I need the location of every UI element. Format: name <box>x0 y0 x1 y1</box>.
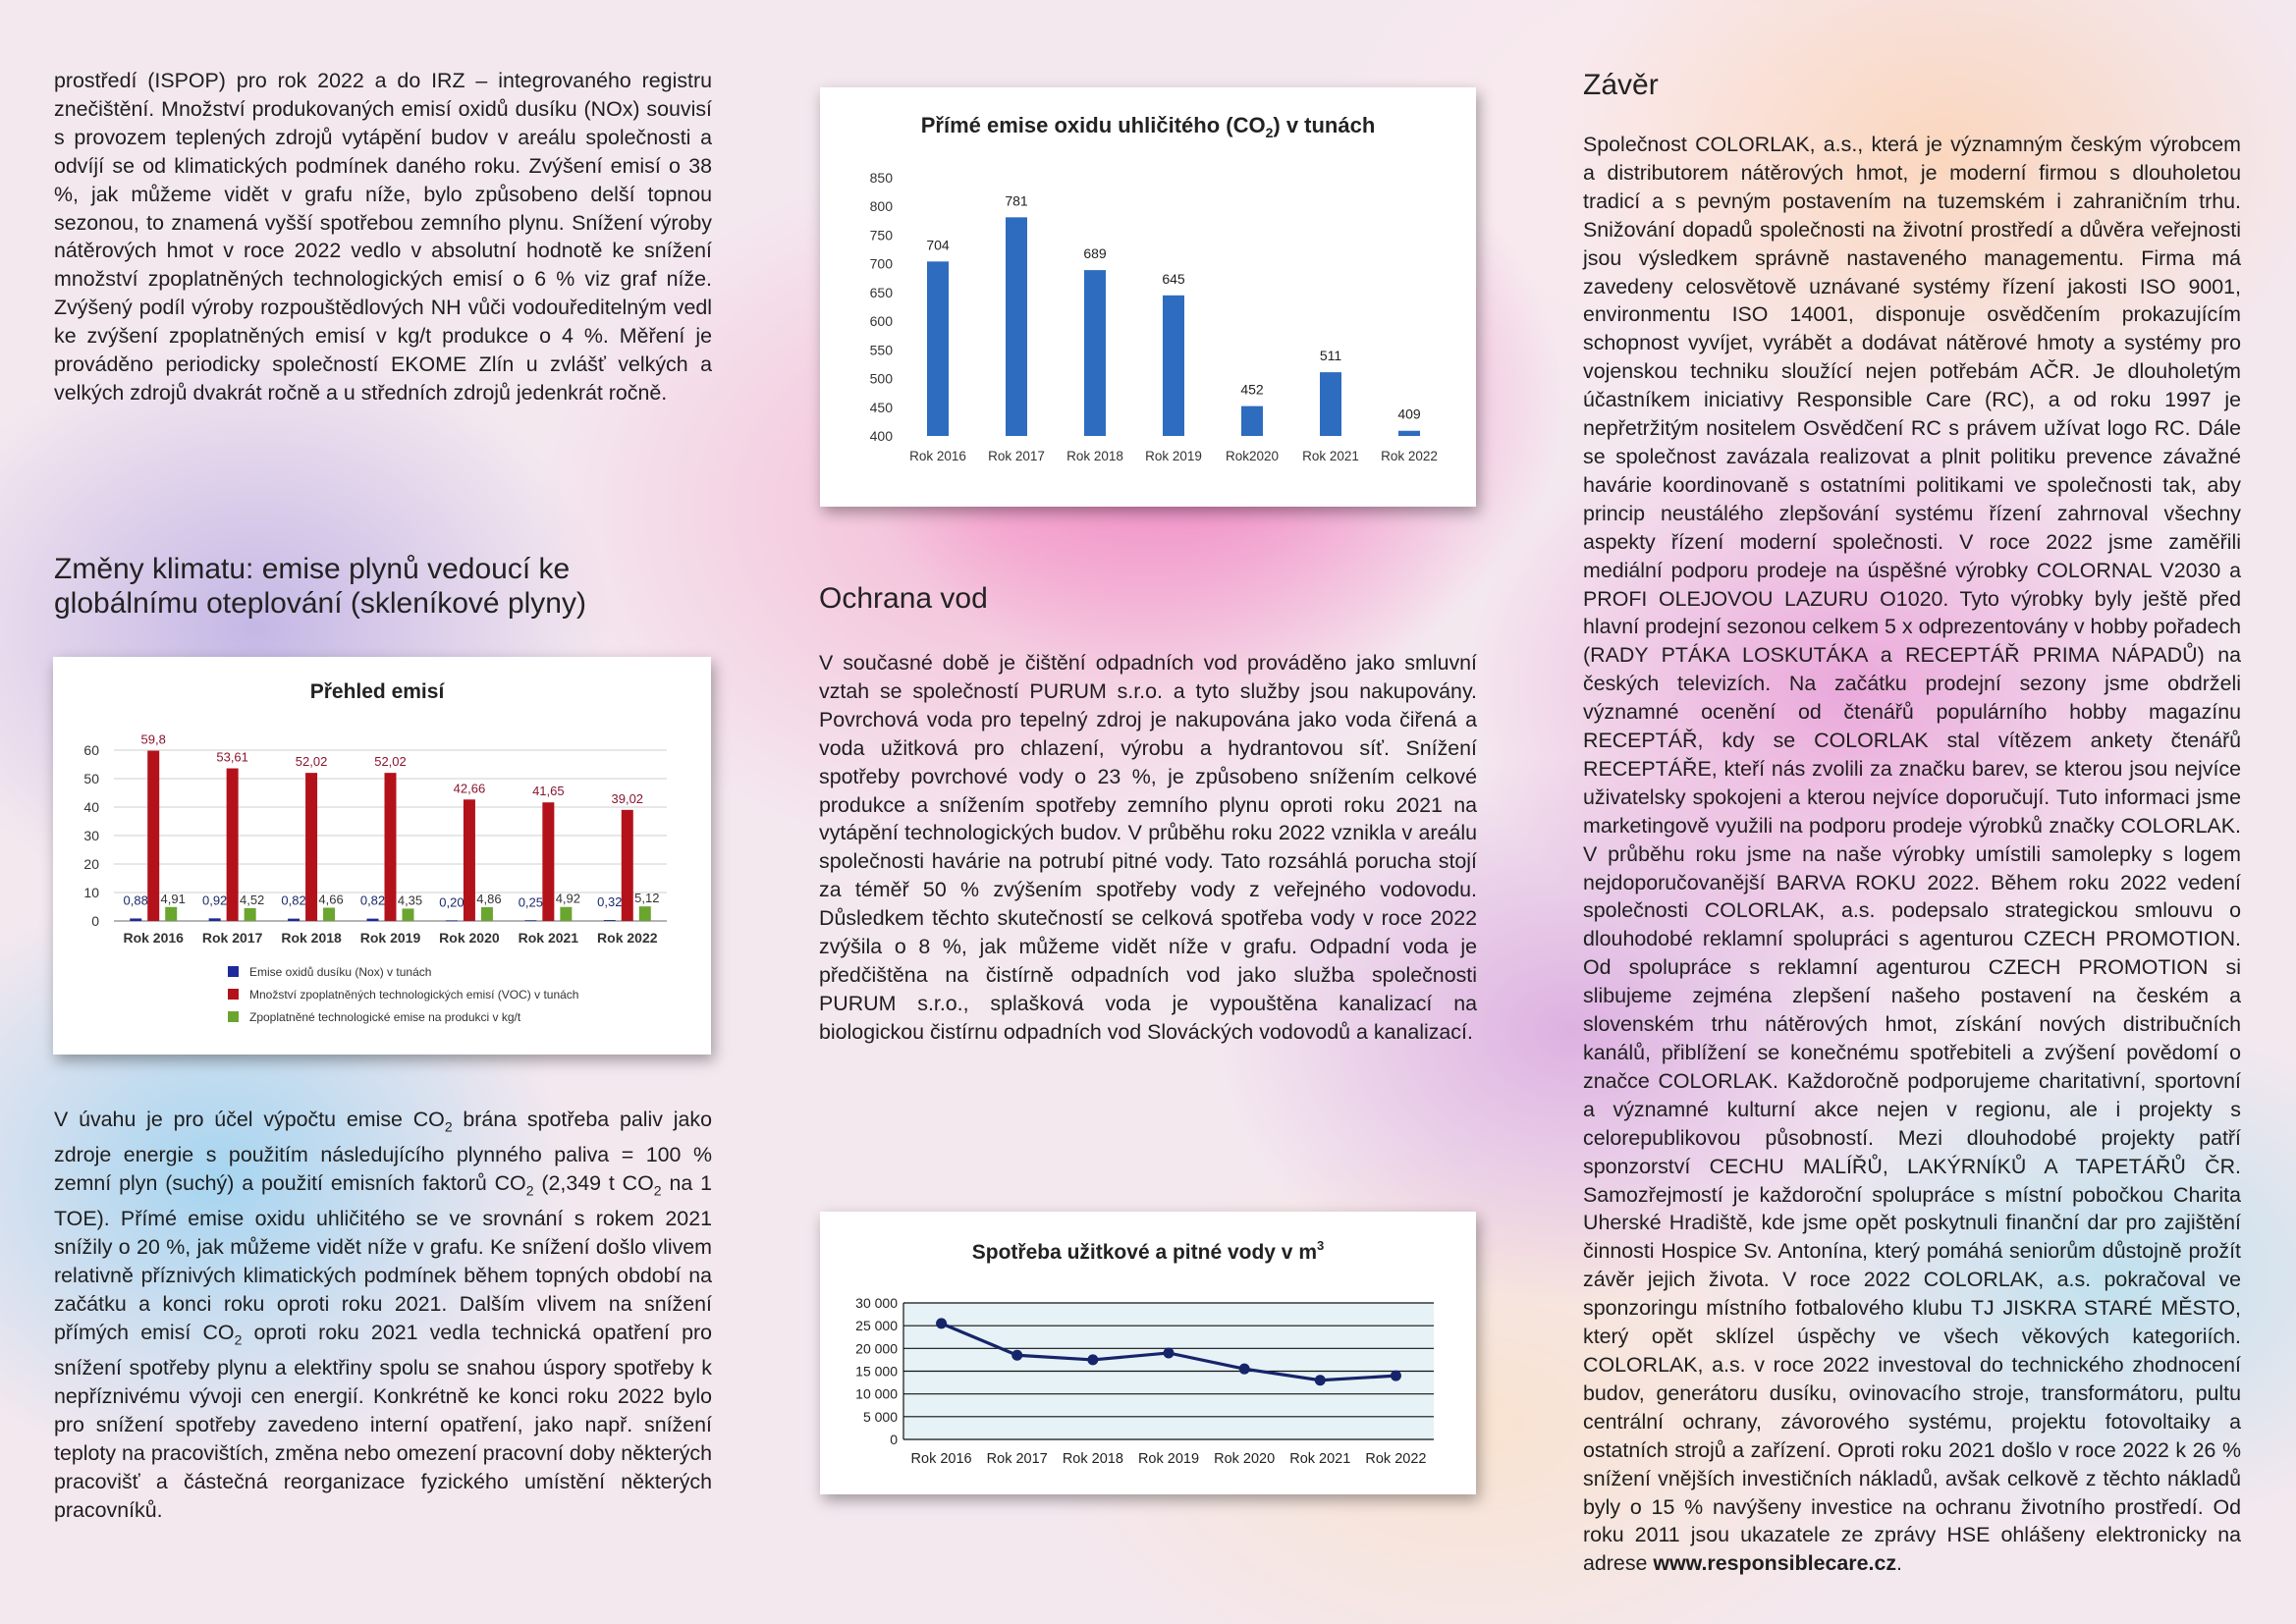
water-text: V současné době je čištění odpadních vod prováděno jako smluvní vztah se společností PURUM s.r.o. a tyto služby jsou nakupovány. Povrchová voda pro tepelný zdroj je nakupována jako voda čiřená a voda užitková pro chlazení, výrobu a hydrantovou síť. Snížení spotřeby povrchové vody o 23 %, je způsobeno snížením celkové produkce a snížením spotřeby zemního plynu oproti roku 2021 na vytápění technologických budov. V průběhu roku 2022 vznikla v areálu společnosti havárie na potrubí pitné vody. Tato rozsáhlá porucha stojí za téměř 50 % zvýšením spotřeby vody z veřejného vodovodu. Důsledkem těchto skutečností se celková spotřeba vody v roce 2022 zvýšila o 8 %, jak můžeme vidět níže v grafu. Odpadní voda je předčištěna na čistírně odpadních vod jako služba společnosti PURUM s.r.o., splašková voda je vypouštěna kanalizací na biologickou čistírnu odpadních vod Slováckých vodovodů a kanalizací. <box>819 651 1477 1044</box>
y-tick-label: 450 <box>869 399 893 415</box>
x-tick-label: Rok 2016 <box>910 1451 972 1467</box>
legend-swatch <box>228 1011 239 1022</box>
bar <box>209 918 221 921</box>
bar <box>446 920 458 921</box>
chart-title: Přehled emisí <box>309 680 445 703</box>
data-label: 0,82 <box>281 893 306 908</box>
bar <box>1006 217 1027 436</box>
legend-label: Emise oxidů dusíku (Nox) v tunách <box>249 965 432 979</box>
left-para-2: V úvahu je pro účel výpočtu emise $CO_2$ brána spotřeba paliv jako zdroje energie s použitím následujícího plynného paliva = 100 % zemní plyn (suchý) a použití emisních faktorů $CO_2$ (2,349 t $CO_2$ na 1 TOE). Přímé emise oxidu uhličitého se ve srovnání s rokem 2021 snížily o 20 %, jak můžeme vidět níže v grafu. Ke snížení došlo vlivem relativně příznivých klimatických podmínek během topných období na začátku a konci roku oproti roku 2021. Dalším vlivem na snížení přímých emisí $CO_2$ oproti roku 2021 vedla technická opatření pro snížení spotřeby plynu a elektřiny spolu se snahou úspory spotřeby k nepříznivému vývoji cen energií. Konkrétně ke konci roku 2022 bylo pro snížení spotřeby zavedeno interní opatření, jako např. snížení teploty na pracovištích, změna nebo omezení pracovní doby některých pracovišť a částečná reorganizace fyzického umístění některých pracovníků. <box>54 1108 713 1522</box>
x-tick-label: Rok 2017 <box>986 1451 1048 1467</box>
bar <box>305 773 317 921</box>
x-tick-label: Rok 2016 <box>123 930 184 946</box>
data-label: 42,66 <box>453 781 486 796</box>
x-tick-label: Rok 2016 <box>909 449 966 463</box>
bar <box>385 773 397 921</box>
x-tick-label: Rok 2017 <box>201 930 263 946</box>
data-label: 4,35 <box>397 893 423 908</box>
x-tick-label: Rok 2020 <box>1214 1451 1276 1467</box>
y-tick-label: 20 <box>83 856 99 872</box>
x-tick-label: Rok 2021 <box>1289 1451 1351 1467</box>
data-label: 781 <box>1005 192 1028 209</box>
data-point <box>1087 1354 1098 1365</box>
data-label: 0,82 <box>359 893 386 908</box>
y-tick-label: 400 <box>869 428 893 444</box>
data-label: 409 <box>1397 406 1421 422</box>
chart-title: Spotřeba užitkové a pitné vody v $m^3$ <box>971 1238 1325 1264</box>
data-point <box>936 1318 947 1328</box>
data-label: 53,61 <box>216 749 248 765</box>
data-label: 4,52 <box>239 892 265 907</box>
bar <box>245 908 256 921</box>
bar <box>464 799 475 921</box>
data-point <box>1239 1364 1250 1375</box>
y-tick-label: 40 <box>83 799 99 815</box>
bar <box>288 919 300 921</box>
legend-swatch <box>228 966 239 977</box>
data-point <box>1164 1347 1175 1358</box>
y-tick-label: 800 <box>869 198 893 215</box>
data-label: 0,92 <box>201 893 228 908</box>
chart-title: Přímé emise oxidu uhličitého $(CO_2)$ v tunách <box>920 113 1376 140</box>
y-tick-label: 750 <box>869 227 893 244</box>
bar <box>1241 406 1263 436</box>
data-label: 5,12 <box>634 891 660 906</box>
climate-heading: Změny klimatu: emise plynů vedoucí ke globálnímu oteplování (skleníkové plyny) <box>54 553 586 620</box>
data-label: 0,32 <box>597 894 623 910</box>
x-tick-label: Rok2020 <box>1225 449 1280 463</box>
bar <box>927 261 949 436</box>
y-tick-label: 650 <box>869 284 893 300</box>
x-tick-label: Rok 2019 <box>359 930 421 946</box>
y-tick-label: 600 <box>869 313 893 330</box>
data-label: 39,02 <box>611 790 644 806</box>
responsiblecare-link[interactable]: www.responsiblecare.cz <box>1653 1551 1897 1576</box>
data-point <box>1011 1350 1022 1361</box>
data-label: 59,8 <box>140 731 166 747</box>
water-heading: Ochrana vod <box>819 582 988 615</box>
y-tick-label: 850 <box>869 170 893 186</box>
bar <box>481 907 493 921</box>
legend-swatch <box>228 989 239 1000</box>
data-label: 0,88 <box>123 893 148 908</box>
y-tick-label: 0 <box>890 1432 898 1447</box>
bar <box>1084 270 1106 436</box>
emissions-overview-chart <box>53 657 711 1055</box>
water-consumption-chart <box>820 1212 1476 1494</box>
x-tick-label: Rok 2018 <box>1062 1451 1123 1467</box>
bar <box>542 802 554 921</box>
x-tick-label: Rok 2021 <box>518 930 579 946</box>
data-label: 704 <box>926 237 950 253</box>
data-label: 645 <box>1162 270 1185 287</box>
data-label: 4,86 <box>476 891 502 906</box>
legend-label: Množství zpoplatněných technologických emisí (VOC) v tunách <box>249 988 579 1001</box>
x-tick-label: Rok 2022 <box>597 930 658 946</box>
bar <box>323 907 335 921</box>
y-tick-label: 500 <box>869 370 893 387</box>
y-tick-label: 30 000 <box>855 1295 898 1311</box>
y-tick-label: 0 <box>91 913 99 929</box>
data-label: 41,65 <box>532 784 565 799</box>
bar <box>524 920 536 921</box>
bar <box>639 906 651 921</box>
y-tick-label: 10 <box>83 885 99 900</box>
y-tick-label: 30 <box>83 828 99 843</box>
bar <box>367 919 379 921</box>
bar <box>1163 296 1184 436</box>
data-label: 4,92 <box>555 891 581 906</box>
bar <box>622 810 633 921</box>
bar <box>1320 372 1341 436</box>
legend-label: Zpoplatněné technologické emise na produkci v kg/t <box>249 1010 521 1024</box>
x-tick-label: Rok 2021 <box>1302 449 1359 463</box>
co2-emissions-chart <box>820 87 1476 507</box>
bar <box>147 751 159 921</box>
x-tick-label: Rok 2020 <box>439 930 500 946</box>
bar <box>403 908 414 921</box>
data-point <box>1391 1371 1401 1381</box>
x-tick-label: Rok 2019 <box>1145 449 1202 463</box>
data-label: 689 <box>1083 245 1107 262</box>
data-label: 4,66 <box>318 892 344 907</box>
x-tick-label: Rok 2018 <box>1066 449 1123 463</box>
data-label: 0,25 <box>518 894 544 910</box>
data-label: 4,91 <box>160 891 186 906</box>
x-tick-label: Rok 2022 <box>1365 1451 1427 1467</box>
y-tick-label: 550 <box>869 342 893 358</box>
bar <box>227 769 239 921</box>
data-label: 52,02 <box>374 754 407 770</box>
y-tick-label: 700 <box>869 255 893 272</box>
y-tick-label: 10 000 <box>855 1385 898 1402</box>
y-tick-label: 20 000 <box>855 1340 898 1357</box>
x-tick-label: Rok 2022 <box>1381 449 1438 463</box>
y-tick-label: 15 000 <box>855 1363 898 1380</box>
conclusion-heading: Závěr <box>1583 69 1659 101</box>
data-label: 52,02 <box>295 754 328 770</box>
x-tick-label: Rok 2017 <box>988 449 1045 463</box>
y-tick-label: 5 000 <box>862 1408 898 1425</box>
x-tick-label: Rok 2019 <box>1137 1451 1200 1467</box>
data-label: 511 <box>1319 348 1342 364</box>
data-label: 452 <box>1240 381 1264 398</box>
left-intro-text: prostředí (ISPOP) pro rok 2022 a do IRZ – integrovaného registru znečištění. Množství produkovaných emisí oxidů dusíku (NOx) souvisí s provozem teplených zdrojů vytápění budov v areálu společnosti a odvíjí se od klimatických podmínek daného roku. Zvýšení emisí o 38 %, jak můžeme vidět v grafu níže, bylo způsobeno delší topnou sezonou, to znamená vyšší spotřebou zemního plynu. Snížení výroby nátěrových hmot v roce 2022 vedlo v absolutní hodnotě ke snížení množství zpoplatněných technologických emisí o 6 % viz graf níže. Zvýšený podíl výroby rozpouštědlových NH vůči vodouředitelným vedl ke zvýšení zpoplatněných emisí v kg/t produkce o 4 %. Měření je prováděno periodicky společností EKOME Zlín u zvlášť velkých a velkých zdrojů dvakrát ročně a u středních zdrojů jedenkrát ročně. <box>54 69 712 405</box>
data-label: 0,20 <box>439 894 465 910</box>
bar <box>604 920 616 921</box>
x-tick-label: Rok 2018 <box>281 930 342 946</box>
bar <box>560 907 572 921</box>
bar <box>165 907 177 921</box>
y-tick-label: 25 000 <box>855 1318 898 1334</box>
y-tick-label: 60 <box>83 742 99 758</box>
y-tick-label: 50 <box>83 771 99 786</box>
conclusion-text: Společnost COLORLAK, a.s., která je významným českým výrobcem a distributorem nátěrových hmot, je moderní firmou s dlouholetou tradicí a s pevným postavením na tuzemském i zahraničním trhu. Snižování dopadů společnosti na životní prostředí a důvěra veřejnosti jsou výsledkem správně nastaveného managementu. Firma má zavedeny celosvětově uznávané systémy řízení jakosti ISO 9001, environmentu ISO 14001, disponuje osvědčením prokazujícím schopnost vyvíjet, vyrábět a dodávat nátěrové hmoty a systémy pro vojenskou techniku sloužící nejen potřebám AČR. Je dlouholetým účastníkem iniciativy Responsible Care (RC), a od roku 1997 je nepřetržitým nositelem Osvědčení RC s právem užívat logo RC. Dále se společnost zavázala realizovat a plnit politiku prevence závažné havárie koordinovaně s ostatními politikami ve společnosti tak, aby princip neustálého zlepšování systému řízení zahrnoval všechny aspekty řízení moderní společnosti. V roce 2022 jsme zaměřili mediální podporu prodeje na úspěšné výrobky COLORNAL V2030 a PROFI OLEJOVOU LAZURU O1020. Tyto výrobky byly ještě před hlavní prodejní sezonou celkem 5 x odprezentovány v hobby pořadech (RADY PTÁKA LOSKUTÁKA a RECEPTÁŘ PRIMA NÁPADŮ) na českých televizích. Na začátku prodejní sezony jsme obdrželi významné ocenění od čtenářů populárního hobby magazínu RECEPTÁŘ, kdy se COLORLAK stal vítězem ankety čtenářů RECEPTÁŘE, kteří nás zvolili za značku barev, se kterou jsou nejvíce uživatelsky spokojeni a kterou nejvíce doporučují. Tuto informaci jsme marketingově využili na podporu prodeje výrobků značky COLORLAK. V průběhu roku jsme na naše výrobky umístili samolepky s logem nejdoporučovanější BARVA ROKU 2022. Během roku 2022 vedení společnosti COLORLAK, a.s. podepsalo strategickou smlouvu o dlouhodobé reklamní spolupráci s agenturou CZECH PROMOTION. Od spolupráce s reklamní agenturou CZECH PROMOTION si slibujeme zejména zlepšení našeho postavení na českém a slovenském trhu nátěrových hmot, získání nových distribučních kanálů, přiblížení se konečnému spotřebiteli a zvýšení povědomí o značce COLORLAK. Každoročně podporujeme charitativní, sportovní a významné kulturní akce nejen v regionu, ale i projekty s celorepublikovou působností. Mezi dlouhodobé projekty patří sponzorství CECHU MALÍŘŮ, LAKÝRNÍKŮ A TAPETÁŘŮ ČR. Samozřejmostí je každoroční spolupráce s místní pobočkou Charita Uherské Hradiště, kde jsme opět poskytnuli finanční dar pro zajištění činnosti Hospice Sv. Antonína, který pomáhá seniorům důstojně prožít závěr jejich života. V roce 2022 COLORLAK, a.s. pokračoval ve sponzoringu místního fotbalového klubu TJ JISKRA STARÉ MĚSTO, který opět sklízel úspěchy ve všech věkových kategoriích. COLORLAK, a.s. v roce 2022 investoval do technického zhodnocení budov, generátoru dusíku, ovinovacího stroje, transformátoru, pultu centrální ochrany, závorového systému, projektu fotovoltaiky a ostatních strojů a zařízení. Oproti roku 2021 došlo v roce 2022 k 26 % snížení vnějších investičních nákladů, avšak celkově z těchto nákladů byly o 15 % navýšeny investice na ochranu životního prostředí. Od roku 2011 jsou ukazatele ze zprávy HSE ohlášeny elektronicky na adrese www.responsiblecare.cz. <box>1583 133 2241 1576</box>
bar <box>1398 431 1420 436</box>
bar <box>130 918 141 921</box>
data-point <box>1315 1375 1326 1385</box>
